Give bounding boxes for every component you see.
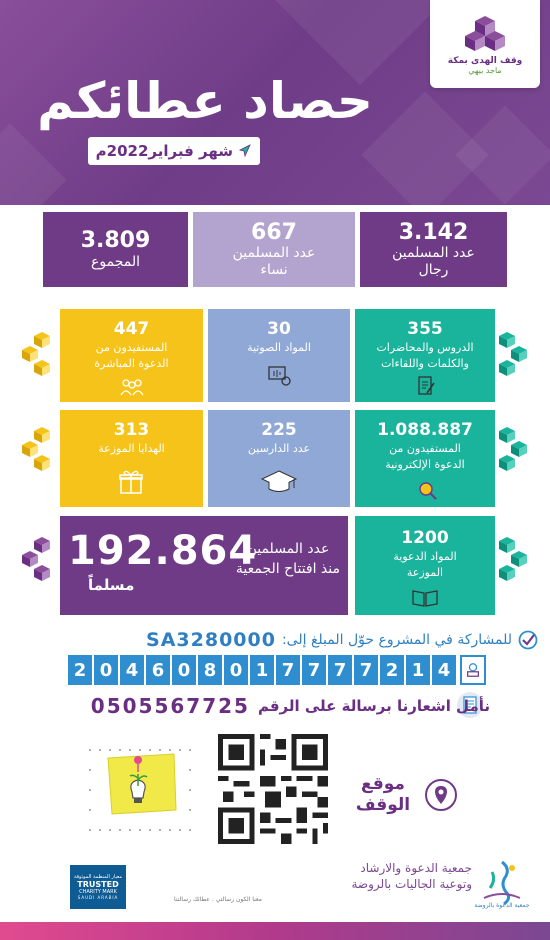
book-icon <box>411 588 439 608</box>
site-label <box>348 774 418 817</box>
big-stat-label-line2: منذ افتتاح الجمعية <box>235 560 340 577</box>
gift-icon <box>118 468 144 496</box>
footer-logo-label: جمعية الدعوة بالروضة <box>474 902 530 909</box>
iban-digit: 4 <box>120 655 144 685</box>
cubes-decor-icon <box>18 330 52 384</box>
card-direct-sublabel: الدعوة المباشرة <box>94 357 169 371</box>
card-direct-label: المستفيدون من <box>95 341 168 355</box>
iban-digit: 0 <box>94 655 118 685</box>
iban-digit: 7 <box>276 655 300 685</box>
globe-search-icon <box>417 480 439 502</box>
page-title: حصاد عطائكم <box>37 72 373 130</box>
card-electronic-label: المستفيدون من <box>389 442 461 456</box>
card-audio <box>208 309 350 402</box>
card-lessons-number: 355 <box>407 319 443 339</box>
card-direct-number: 447 <box>113 319 150 339</box>
graduation-cap-icon <box>260 468 298 496</box>
contribution-text: للمشاركة في المشروع حوّل المبلغ إلى: <box>281 632 512 648</box>
bottom-bar <box>0 922 550 940</box>
account-prefix: SA3280000 <box>146 629 276 651</box>
trusted-line3: CHARITY MARK <box>79 889 117 895</box>
stat-men <box>360 212 507 287</box>
card-materials-number: 1200 <box>401 528 449 548</box>
phone-number[interactable]: 0505567725 <box>90 694 250 718</box>
card-lessons-label: الدروس والمحاضرات <box>376 341 474 355</box>
iban-digit: 7 <box>354 655 378 685</box>
stat-total <box>43 212 188 287</box>
stat-men-number: 3.142 <box>398 220 469 246</box>
trusted-line2: TRUSTED <box>77 880 119 889</box>
big-stat-number: 192.864 <box>68 528 258 574</box>
document-pen-icon <box>417 375 437 397</box>
org-slogan: معنا الكون رسالتي . عطائك رسالتنا <box>174 896 262 903</box>
iban-digit: 1 <box>250 655 274 685</box>
cubes-decor-icon <box>497 425 531 479</box>
iban-digit: 0 <box>172 655 196 685</box>
location-pin-icon[interactable] <box>424 778 458 812</box>
cubes-decor-icon <box>18 535 52 589</box>
card-materials <box>355 516 495 615</box>
people-icon <box>118 377 146 397</box>
stat-men-label: عدد المسلمين <box>392 245 475 262</box>
card-electronic-number: 1.088.887 <box>377 420 473 440</box>
card-electronic <box>355 410 495 507</box>
iban-digit: 8 <box>198 655 222 685</box>
stat-total-label: المجموع <box>91 253 140 270</box>
stat-total-number: 3.809 <box>80 228 151 254</box>
big-stat-card <box>60 516 348 615</box>
iban-digit: 4 <box>432 655 456 685</box>
check-icon <box>518 630 538 650</box>
coin-icon <box>465 662 481 678</box>
card-students-number: 225 <box>261 420 297 440</box>
card-audio-label: المواد الصوتية <box>247 341 311 355</box>
iban-digit: 7 <box>328 655 352 685</box>
cursor-icon <box>238 144 252 158</box>
logo-subtitle: ماجد بيهي <box>468 65 502 75</box>
stat-women-sublabel: نساء <box>260 262 288 279</box>
org-name-line1: جمعية الدعوة والارشاد <box>360 861 472 875</box>
card-materials-sublabel: الموزعة <box>406 566 444 580</box>
card-audio-number: 30 <box>267 319 291 339</box>
cubes-decor-icon <box>18 425 52 479</box>
card-lessons <box>355 309 495 402</box>
trusted-charity-mark <box>70 865 126 909</box>
month-badge <box>88 137 260 165</box>
card-electronic-sublabel: الدعوة الإلكترونية <box>385 458 465 472</box>
card-gifts <box>60 410 203 507</box>
stat-men-sublabel: رجال <box>418 262 449 279</box>
org-logo <box>430 0 540 88</box>
big-stat-unit: مسلماً <box>88 576 135 594</box>
iban-digit: 0 <box>224 655 248 685</box>
month-label: شهر فبراير2022م <box>95 142 233 160</box>
trusted-line4: SAUDI ARABIA <box>77 895 119 900</box>
stat-women-label: عدد المسلمين <box>232 245 316 262</box>
notify-text: نأمل اشعارنا برسالة على الرقم <box>257 697 490 715</box>
iban-digit: 7 <box>302 655 326 685</box>
card-students-label: عدد الدارسين <box>247 442 311 456</box>
qr-code[interactable] <box>218 734 328 844</box>
decor-square <box>456 106 550 205</box>
notify-row <box>91 692 490 720</box>
cube-logo-icon <box>465 14 505 54</box>
card-students <box>208 410 350 507</box>
media-icon <box>266 362 292 388</box>
sticky-note-icon <box>100 752 180 818</box>
iban-digit: 6 <box>146 655 170 685</box>
stat-women <box>193 212 355 287</box>
decor-square <box>0 123 67 205</box>
cubes-decor-icon <box>497 535 531 589</box>
site-label-line2: الوقف <box>355 795 411 816</box>
logo-name: وقف الهدى بمكة <box>447 55 523 66</box>
org-name <box>262 860 472 892</box>
trusted-line1: معيار المنظمة الموثوقة <box>73 874 123 880</box>
big-stat-label-line1: عدد المسلمين <box>246 541 330 557</box>
card-lessons-sublabel: والكلمات واللقاءات <box>381 357 469 371</box>
card-direct <box>60 309 203 402</box>
stat-women-number: 667 <box>251 220 297 246</box>
org-footer-logo-icon <box>476 858 528 908</box>
iban-digits <box>68 655 456 685</box>
iban-digit: 2 <box>380 655 404 685</box>
card-gifts-label: الهدايا الموزعة <box>98 442 165 456</box>
cubes-decor-icon <box>497 330 531 384</box>
site-label-line1: موقع <box>361 774 405 794</box>
iban-digit: 1 <box>406 655 430 685</box>
bank-icon <box>460 655 486 685</box>
card-gifts-number: 313 <box>113 420 150 440</box>
big-stat-label <box>236 540 340 579</box>
card-materials-label: المواد الدعوية <box>393 550 457 564</box>
contribution-row <box>146 629 538 651</box>
iban-digit: 2 <box>68 655 92 685</box>
org-name-line2: وتوعية الجاليات بالروضة <box>351 877 472 892</box>
